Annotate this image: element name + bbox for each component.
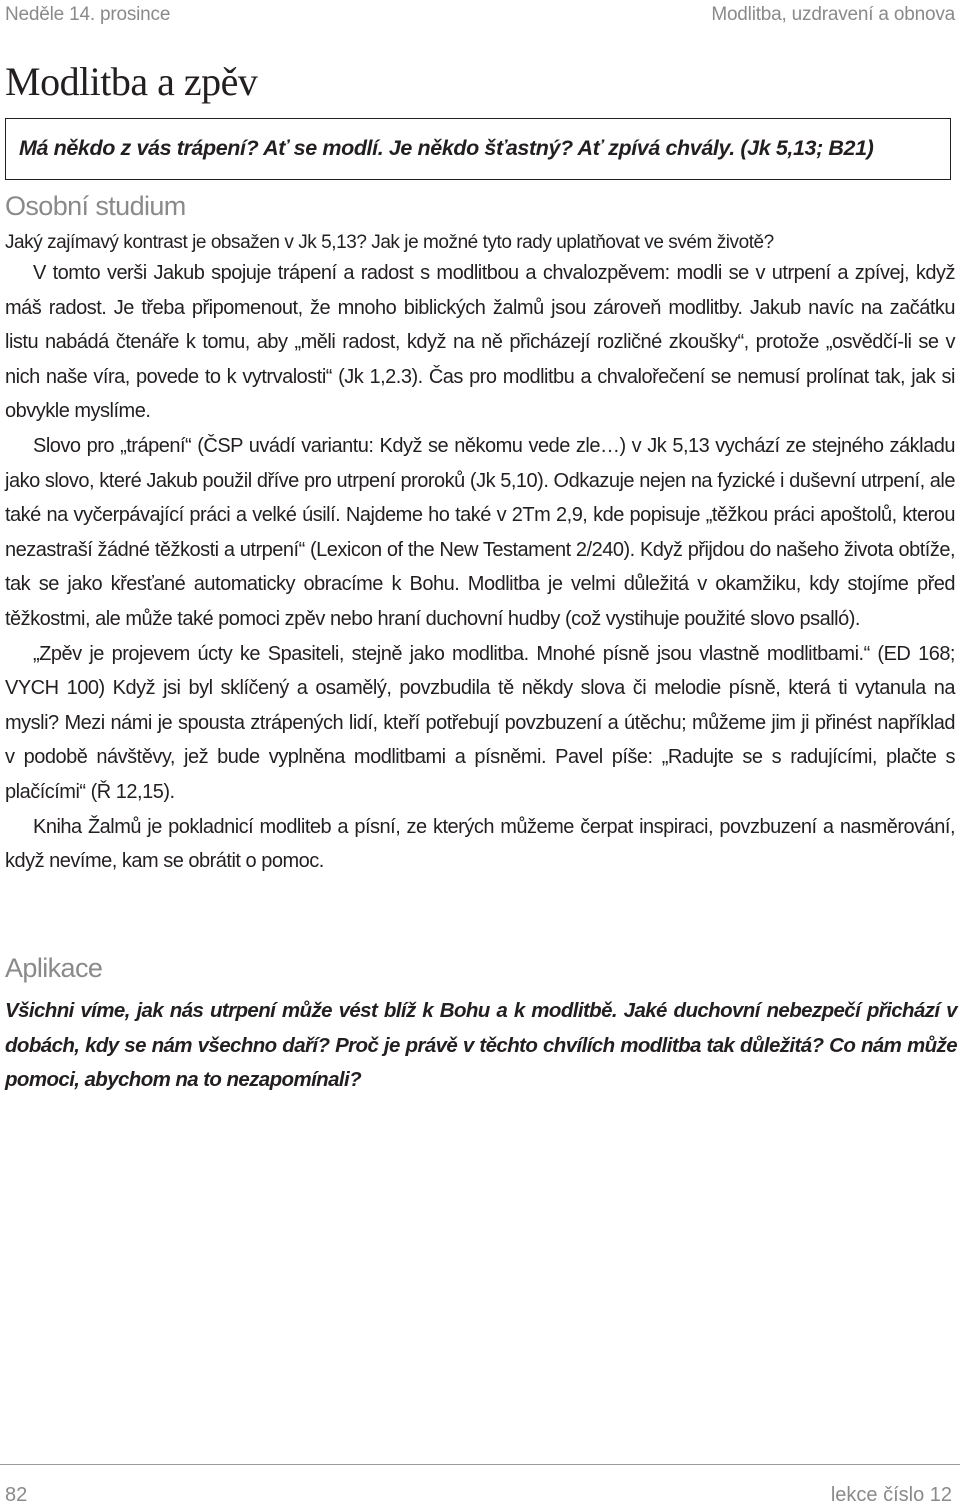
memory-verse: Má někdo z vás trápení? Ať se modlí. Je někdo šťastný? Ať zpívá chvály. (Jk 5,13; B21) (19, 136, 874, 160)
study-body (5, 256, 955, 879)
running-head (5, 4, 955, 28)
study-paragraph-3: „Zpěv je projevem úcty ke Spasiteli, stejně jako modlitba. Mnohé písně jsou vlastně modlitbami.“ (ED 168; VYCH 100) Když jsi byl sklíčený a osamělý, povzbudila tě někdy slova či melodie písně, která ti vytanula na mysli? Mezi námi je spousta ztrápených lidí, kteří potřebují povzbuzení a útěchu; můžeme jim ji přinést například v podobě návštěvy, jež bude vyplněna modlitbami a písněmi. Pavel píše: „Radujte se s radujícími, plačte s plačícími“ (Ř 12,15). (5, 642, 955, 803)
study-intro: Jaký zajímavý kontrast je obsažen v Jk 5,13? Jak je možné tyto rady uplatňovat ve svém životě? (5, 232, 774, 253)
running-head-date: Neděle 14. prosince (5, 4, 171, 25)
application-text: Všichni víme, jak nás utrpení může vést blíž k Bohu a k modlitbě. Jaké duchovní nebezpečí přichází v dobách, kdy se nám všechno daří? Proč je právě v těchto chvílích modlitba tak důležitá? Co nám může pomoci, abychom na to nezapomínali? (5, 999, 957, 1091)
study-paragraph-2: Slovo pro „trápení“ (ČSP uvádí variantu: Když se někomu vede zle…) v Jk 5,13 vychází ze stejného základu jako slovo, které Jakub použil dříve pro utrpení proroků (Jk 5,10). Odkazuje nejen na fyzické i duševní utrpení, ale také na vyčerpávající práci a velké úsilí. Najdeme ho také v 2Tm 2,9, kde popisuje „těžkou práci apoštolů, kterou nezastraší žádné těžkosti a utrpení“ (Lexicon of the New Testament 2/240). Když přijdou do našeho života obtíže, tak se jako křesťané automaticky obracíme k Bohu. Modlitba je velmi důležitá v okamžiku, kdy stojíme před těžkostmi, ale může také pomoci zpěv nebo hraní duchovní hudby (což vystihuje použité slovo psalló). (5, 434, 955, 630)
application-heading: Aplikace (5, 953, 103, 983)
study-heading: Osobní studium (5, 191, 186, 221)
lesson-number: lekce číslo 12 (830, 1484, 952, 1506)
footer-divider (0, 1464, 960, 1465)
running-head-topic: Modlitba, uzdravení a obnova (711, 4, 955, 25)
study-paragraph-1: V tomto verši Jakub spojuje trápení a radost s modlitbou a chvalozpěvem: modli se v utrpení a zpívej, když máš radost. Je třeba připomenout, že mnoho biblických žalmů jsou zároveň modlitby. Jakub navíc na začátku listu nabádá čtenáře k tomu, aby „měli radost, když na ně přicházejí rozličné zkoušky“, protože „osvědčí-li se v nich naše víra, povede to k vytrvalosti“ (Jk 1,2.3). Čas pro modlitbu a chvalořečení se nemusí prolínat tak, jak si obvykle myslíme. (5, 262, 955, 423)
page-title: Modlitba a zpěv (5, 59, 258, 104)
study-paragraph-4: Kniha Žalmů je pokladnicí modliteb a písní, ze kterých můžeme čerpat inspiraci, povzbuzení a nasměrování, když nevíme, kam se obrátit o pomoc. (5, 815, 955, 873)
page-number: 82 (5, 1484, 28, 1506)
memory-verse-box (5, 118, 951, 180)
